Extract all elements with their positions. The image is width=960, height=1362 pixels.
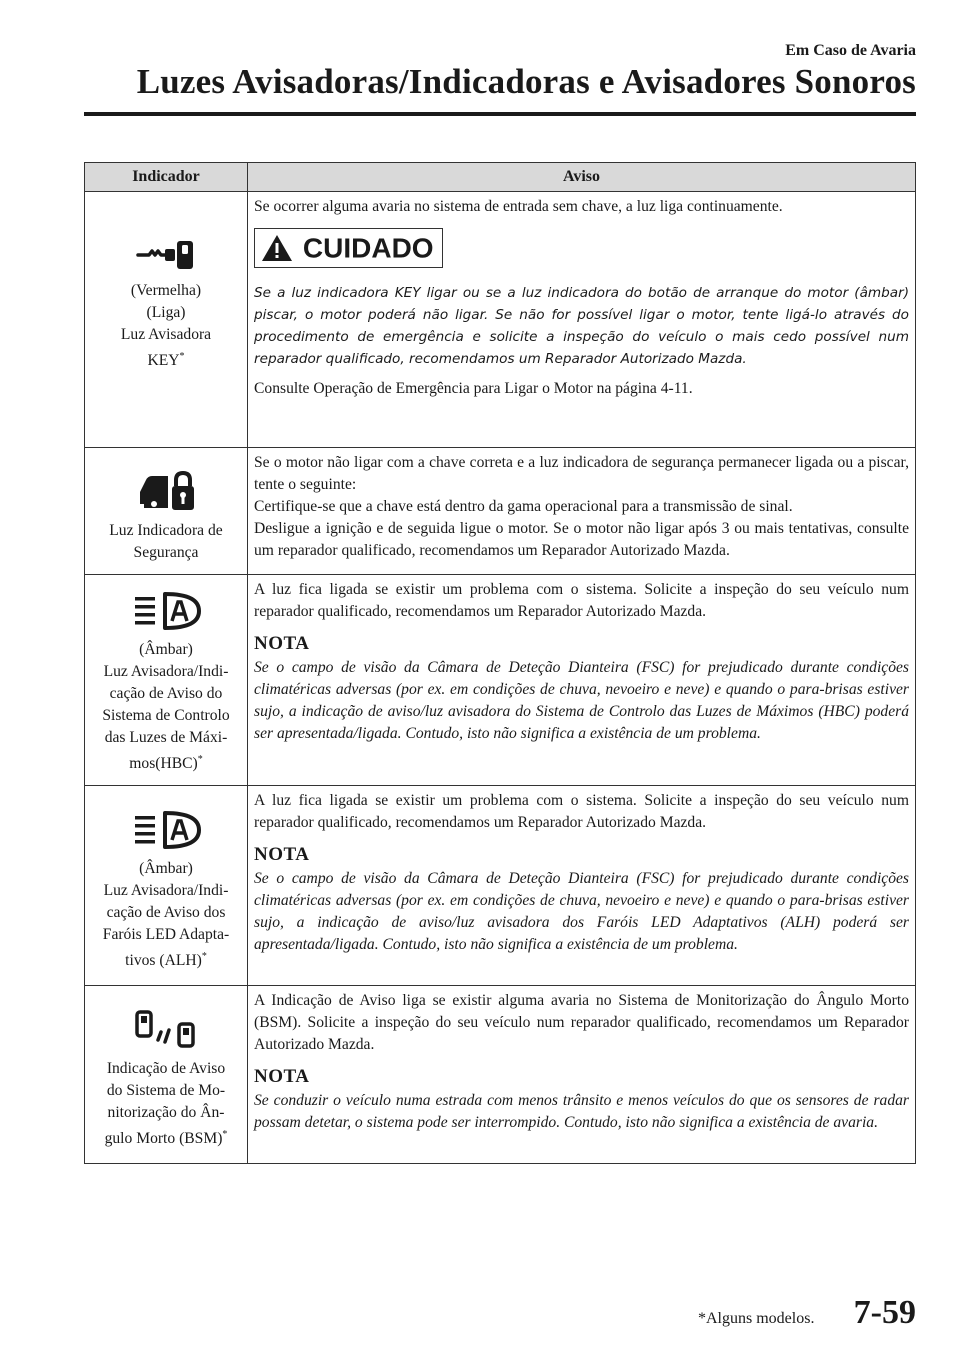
adaptive-headlight-icon xyxy=(131,810,201,850)
indicator-label-line: Luz Avisadora/Indi- xyxy=(103,882,229,900)
nota-text: Se o campo de visão da Câmara de Deteção Dianteira (FSC) for prejudicado durante condições climatéricas adversas (por ex. em condições de chuva, nevoeiro e neve) e quando o para-brisas estiver sujo, a indicação de aviso/luz avisadora dos Faróis LED Adaptativos (ALH) poderá ser apresentada/ligada. Contudo, isto não significa a existência de um problema. xyxy=(254,870,909,954)
description-text: Se ocorrer alguma avaria no sistema de entrada sem chave, a luz liga continuamente. xyxy=(254,198,783,215)
indicator-label-line xyxy=(87,749,245,775)
key-icon xyxy=(135,238,197,272)
asterisk-mark: * xyxy=(179,351,185,362)
description-cell xyxy=(248,448,916,575)
indicator-label-line: Faróis LED Adapta- xyxy=(102,926,230,944)
indicator-label-line: (Âmbar) xyxy=(139,641,193,658)
asterisk-mark: * xyxy=(197,754,203,765)
indicator-cell xyxy=(85,986,248,1164)
indicator-label-line: cação de Aviso dos xyxy=(106,904,226,922)
nota-label: NOTA xyxy=(254,633,310,654)
description-cell xyxy=(248,986,916,1164)
caution-label: CUIDADO xyxy=(302,232,434,264)
indicator-label-line xyxy=(87,946,245,972)
asterisk-mark: * xyxy=(201,951,207,963)
indicator-label-line: Indicação de Aviso xyxy=(106,1060,226,1078)
table-row xyxy=(85,192,916,448)
table-row xyxy=(85,575,916,786)
indicator-label-line: Luz Indicadora de xyxy=(109,522,223,539)
description-text: Desligue a ignição e de seguida ligue o motor. Se o motor não ligar após 3 ou mais tentativas, consulte um reparador qualificado, recomendamos um Reparador Autorizado Mazda. xyxy=(254,520,909,559)
indicator-label-line: (Âmbar) xyxy=(139,860,193,878)
indicator-label-line xyxy=(87,346,245,372)
auto-high-beam-icon xyxy=(131,591,201,631)
description-text: A luz fica ligada se existir um problema com o sistema. Solicite a inspeção do seu veículo num reparador qualificado, recomendamos um Reparador Autorizado Mazda. xyxy=(254,792,909,832)
indicator-cell xyxy=(85,192,248,448)
warning-triangle-icon xyxy=(261,234,293,262)
asterisk-mark: * xyxy=(222,1129,228,1141)
caution-text: Se a luz indicadora KEY ligar ou se a luz indicadora do botão de arranque do motor (âmbar) piscar, o motor poderá não ligar. Se não for possível ligar o motor, tente ligá-lo através do procedimento de emergência e solicite a inspeção do veículo o mais cedo possível num reparador qualificado, recomendamos um Reparador Autorizado Mazda. xyxy=(254,285,909,367)
description-cell xyxy=(248,575,916,786)
indicator-label-line: Luz Avisadora/Indi- xyxy=(103,663,229,680)
indicator-label-line: do Sistema de Mo- xyxy=(106,1082,226,1100)
indicator-label-line: nitorização do Ân- xyxy=(107,1104,225,1122)
car-lock-icon xyxy=(134,468,198,512)
indicator-cell xyxy=(85,786,248,986)
description-text: A Indicação de Aviso liga se existir alguma avaria no Sistema de Monitorização do Ângulo Morto (BSM). Solicite a inspeção do seu veículo num reparador qualificado, recomendamos um Reparador Autorizado Mazda. xyxy=(254,992,909,1054)
indicator-label-line xyxy=(87,1124,245,1150)
indicator-label-line: (Liga) xyxy=(146,304,186,321)
nota-label: NOTA xyxy=(254,1066,310,1088)
indicator-label-text: gulo Morto (BSM) xyxy=(104,1130,223,1148)
header-rule xyxy=(84,112,916,116)
description-cell xyxy=(248,192,916,448)
indicator-label-line: cação de Aviso do xyxy=(109,685,223,702)
warning-lights-table xyxy=(84,162,916,1164)
indicator-label-line: Luz Avisadora xyxy=(120,326,212,343)
description-text: Certifique-se que a chave está dentro da gama operacional para a transmissão de sinal. xyxy=(254,498,793,515)
indicator-cell xyxy=(85,575,248,786)
indicator-label-text: tivos (ALH) xyxy=(125,952,202,970)
nota-label: NOTA xyxy=(254,844,310,866)
table-row xyxy=(85,448,916,575)
reference-text: Consulte Operação de Emergência para Ligar o Motor na página 4-11. xyxy=(254,380,693,397)
indicator-cell xyxy=(85,448,248,575)
table-row xyxy=(85,786,916,986)
indicator-label-text: KEY xyxy=(147,352,180,370)
description-text: Se o motor não ligar com a chave correta e a luz indicadora de segurança permanecer ligada ou a piscar, tente o seguinte: xyxy=(254,454,909,493)
indicator-label-line: Sistema de Controlo xyxy=(102,707,230,724)
indicator-label-line: (Vermelha) xyxy=(130,282,202,299)
col-header-indicator: Indicador xyxy=(85,163,248,192)
nota-text: Se conduzir o veículo numa estrada com menos trânsito e menos veículos do que os sensores de radar possam detetar, o sistema pode ser interrompido. Contudo, isto não significa a existência de avaria. xyxy=(254,1092,909,1132)
description-text: A luz fica ligada se existir um problema com o sistema. Solicite a inspeção do seu veículo num reparador qualificado, recomendamos um Reparador Autorizado Mazda. xyxy=(254,581,909,620)
page-title: Luzes Avisadoras/Indicadoras e Avisadores Sonoros xyxy=(136,62,916,101)
indicator-label-line: Segurança xyxy=(133,544,199,561)
section-header: Em Caso de Avaria xyxy=(785,42,916,59)
description-cell xyxy=(248,786,916,986)
indicator-label-line: das Luzes de Máxi- xyxy=(104,729,228,746)
caution-box xyxy=(254,228,443,268)
nota-text: Se o campo de visão da Câmara de Deteção Dianteira (FSC) for prejudicado durante condições climatéricas adversas (por ex. em condições de chuva, nevoeiro e neve) e quando o para-brisas estiver sujo, a indicação de aviso/luz avisadora do Sistema de Controlo das Luzes de Máximos (HBC) poderá ser apresentada/ligada. Contudo, isto não significa a existência de um problema. xyxy=(254,659,909,742)
table-header-row xyxy=(85,163,916,192)
indicator-label-text: mos(HBC) xyxy=(129,755,198,773)
page-number: 7-59 xyxy=(853,1294,916,1331)
table-row xyxy=(85,986,916,1164)
blind-spot-icon xyxy=(131,1008,201,1050)
col-header-warning: Aviso xyxy=(248,163,916,192)
footnote: *Alguns modelos. xyxy=(698,1310,815,1327)
